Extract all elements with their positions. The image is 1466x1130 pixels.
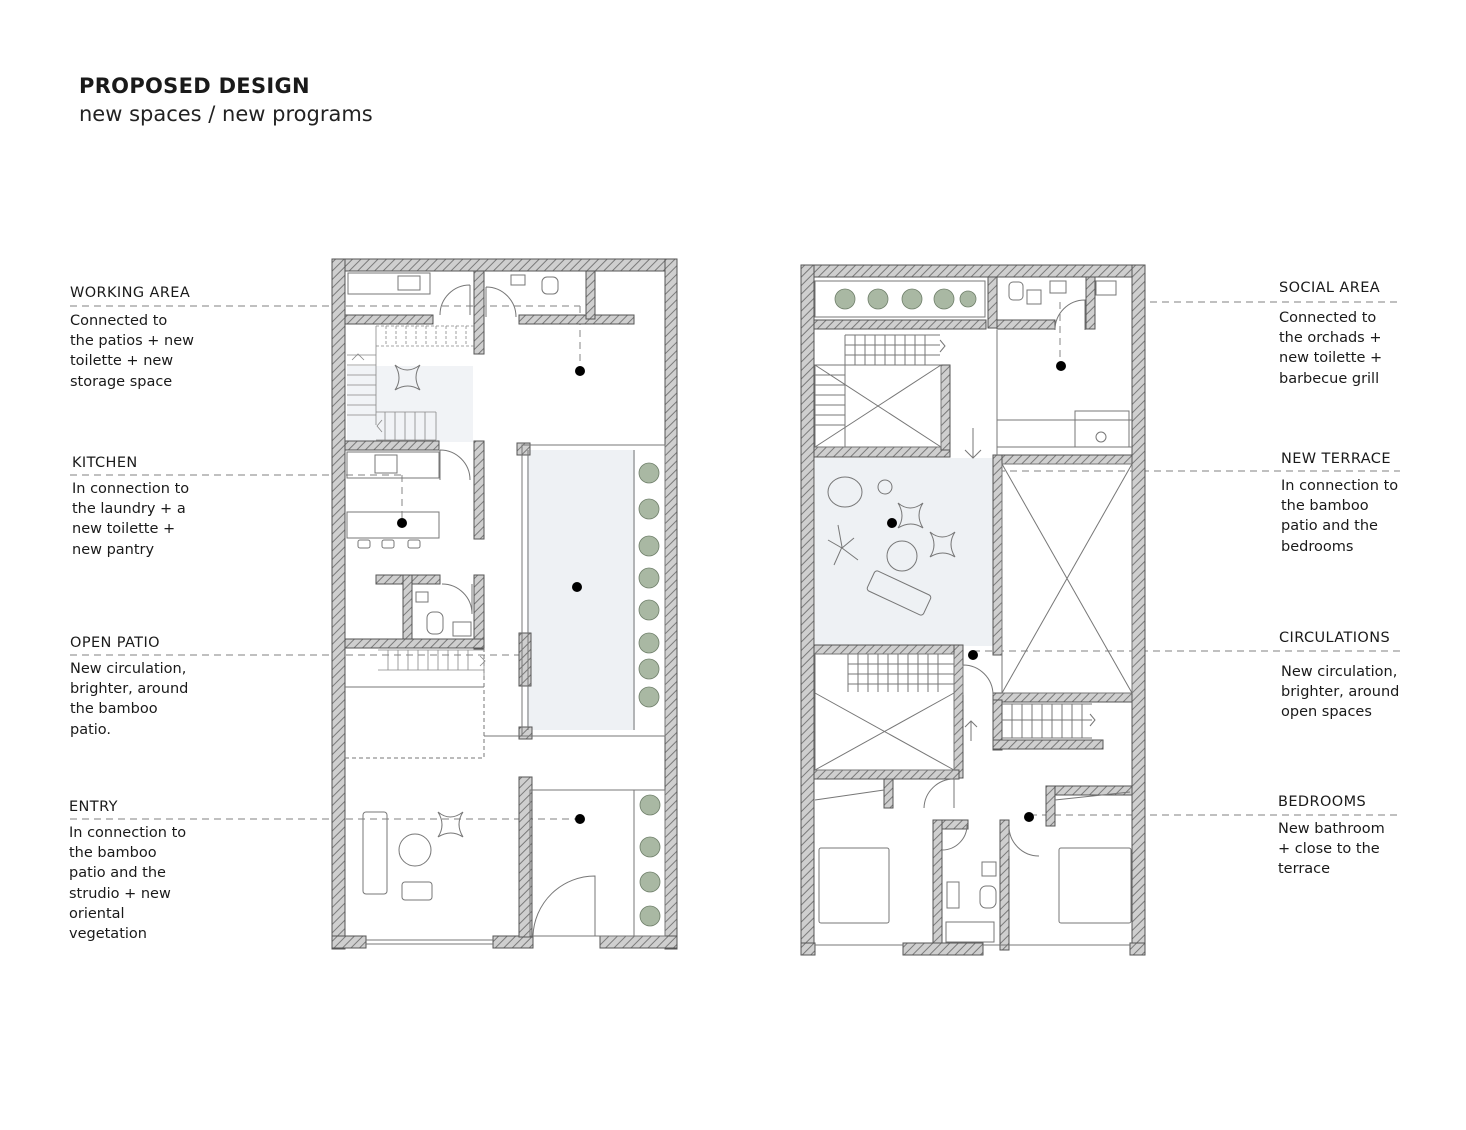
note-title: ENTRY xyxy=(69,799,118,815)
note-title: SOCIAL AREA xyxy=(1279,280,1381,296)
leader-lines xyxy=(70,302,1400,819)
note-title: WORKING AREA xyxy=(70,285,191,301)
note-description: New bathroom + close to the terrace xyxy=(1278,821,1385,878)
note-title: KITCHEN xyxy=(72,455,138,471)
note-description: Connected to the patios + new toilette + new storage space xyxy=(70,313,194,390)
note-title: BEDROOMS xyxy=(1278,794,1367,810)
note-title: OPEN PATIO xyxy=(70,635,160,651)
first-floor-plan xyxy=(801,265,1145,955)
note-description: In connection to the bamboo patio and the bedrooms xyxy=(1281,478,1399,555)
ground-floor-plan xyxy=(332,259,677,949)
note-title: NEW TERRACE xyxy=(1281,451,1391,467)
note-description: New circulation, brighter, around open spaces xyxy=(1281,664,1400,721)
note-description: In connection to the laundry + a new toilette + new pantry xyxy=(72,481,190,558)
note-description: In connection to the bamboo patio and the strudio + new oriental vegetation xyxy=(69,825,187,943)
page-subtitle: new spaces / new programs xyxy=(79,102,373,126)
note-description: New circulation, brighter, around the bamboo patio. xyxy=(70,661,189,738)
note-title: CIRCULATIONS xyxy=(1279,630,1391,646)
note-description: Connected to the orchads + new toilette + barbecue grill xyxy=(1279,310,1383,387)
page-title: PROPOSED DESIGN xyxy=(79,74,310,98)
